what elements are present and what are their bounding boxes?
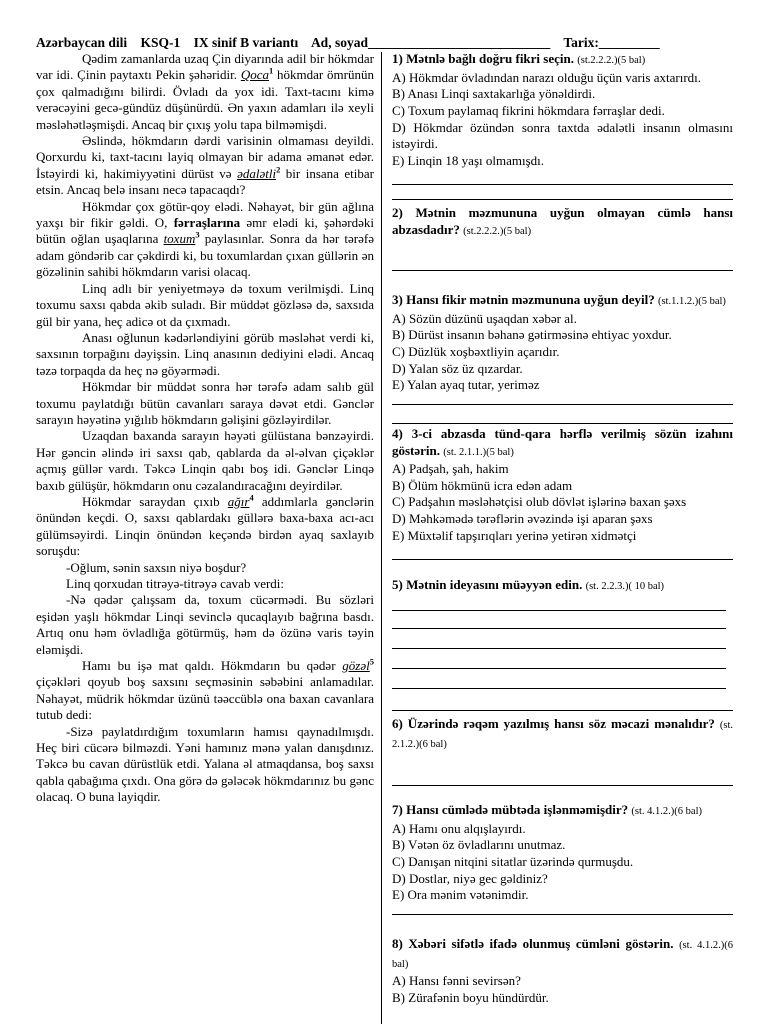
paragraph: Anası oğlunun kədərləndiyini görüb məsləhət verdi ki, saxsının torpağını dəyişsin. Linq anasının dediyini elədi. Ancaq təzə torpaqda da heç nə göyərmədi. bbox=[36, 329, 374, 378]
answer-line[interactable] bbox=[392, 688, 726, 689]
date-field[interactable]: Tarix:_________ bbox=[563, 35, 660, 50]
answer-option[interactable]: B) Dürüst insanın bəhanə gətirməsinə ehtiyac yoxdur. bbox=[392, 327, 672, 343]
variant-label: B variantı bbox=[240, 35, 299, 50]
answer-option[interactable]: D) Yalan söz üz qızardar. bbox=[392, 360, 523, 376]
answer-option[interactable]: D) Məhkəmədə tərəflərin əvəzində işi aparan şəxs bbox=[392, 511, 653, 527]
answer-line[interactable] bbox=[392, 668, 726, 669]
section-rule bbox=[392, 404, 733, 405]
paragraph: Hamı bu işə mat qaldı. Hökmdarın bu qədər gözəl$^5$ çiçəkləri qoyub boş saxsını seçməsinin səbəbini anlamadılar. Nəhayət, müdrik hökmdar üzünü təəccüblə ona baxan cavanlara tutub dedi: bbox=[36, 656, 374, 723]
bold-word: fərraşlarına bbox=[173, 215, 241, 231]
paragraph: Uzaqdan baxanda sarayın həyəti gülüstana bənzəyirdi. Hər gəncin əlində iri saxsı qab, qablarda da əl-əlvan çiçəklər açmış güllər vardı. Təkcə Linqin qabı boş idi. Gənclər Linqə baxıb gülüşür, hökmdarın onu cəzalandıracağını deyirdilər. bbox=[36, 428, 374, 493]
subject-label: Azərbaycan dili bbox=[36, 35, 128, 50]
answer-option[interactable]: C) Padşahın məsləhətçisi olub dövlət işlərinə baxan şəxs bbox=[392, 494, 687, 510]
answer-option[interactable]: B) Vətən öz övladlarını unutmaz. bbox=[392, 837, 566, 853]
question-7: 7) Hansı cümlədə mübtəda işlənməmişdir? (st. 4.1.2.)(6 bal) A) Hamı onu alqışlayırdı. B) Vətən öz övladlarını unutmaz. C) Danışan nitqini sitatlar üzərində qurmuşdu. D) Dostlar, niyə gec gəldiniz? E) Ora mənim vətənimdir. bbox=[392, 802, 733, 904]
section-rule bbox=[392, 184, 733, 185]
question-6: 6) Üzərində rəqəm yazılmış hansı söz məcazi mənalıdır? (st. 2.1.2.)(6 bal) bbox=[392, 716, 734, 750]
answer-option[interactable]: C) Toxum paylamaq fikrini hökmdara fərraşlar dedi. bbox=[392, 102, 665, 118]
answer-option[interactable]: D) Hökmdar özündən sonra taxtda ədalətli insanın olmasını istəyirdi. bbox=[392, 119, 733, 152]
answer-option[interactable]: A) Padşah, şah, hakim bbox=[392, 461, 509, 476]
question-3: 3) Hansı fikir mətnin məzmununa uyğun deyil? (st.1.1.2.)(5 bal) A) Sözün düzünü uşaqdan xəbər al. B) Dürüst insanın bəhanə gətirməsinə ehtiyac yoxdur. C) Düzlük xoşbəxtliyin açarıdır. D) Yalan söz üz qızardar. E) Yalan ayaq tutar, yeriməz bbox=[392, 292, 733, 394]
paragraph: -Nə qədər çalışsam da, toxum cücərmədi. Bu sözləri eşidən yaşlı hökmdar Linqi sevinclə qucaqlayıb bağrına basdı. Artıq onu həm övladlığa götürmüş, həm də özünə varis təyin eləmişdi. bbox=[36, 592, 374, 657]
section-rule bbox=[392, 423, 733, 424]
answer-option[interactable]: A) Hamı onu alqışlayırdı. bbox=[392, 820, 526, 836]
name-field[interactable]: Ad, soyad___________________________ bbox=[310, 35, 551, 50]
answer-option[interactable]: B) Anası Linqi saxtakarlığa yönəldirdi. bbox=[392, 86, 596, 102]
answer-option[interactable]: C) Düzlük xoşbəxtliyin açarıdır. bbox=[392, 343, 560, 359]
question-2: 2) Mətnin məzmununa uyğun olmayan cümlə hansı abzasdadır? (st.2.2.2.)(5 bal) bbox=[392, 205, 733, 237]
test-header bbox=[36, 35, 736, 51]
reading-passage bbox=[36, 51, 374, 806]
answer-option[interactable]: B) Zürafənin boyu hündürdür. bbox=[392, 989, 549, 1005]
answer-line[interactable] bbox=[392, 610, 726, 611]
section-rule bbox=[392, 559, 733, 560]
question-4: 4) 3-ci abzasda tünd-qara hərflə verilmiş sözün izahını göstərin. (st. 2.1.1.)(5 bal) A) Padşah, şah, hakim B) Ölüm hökmünü icra edən adam C) Padşahın məsləhətçisi olub dövlət işlərinə baxan şəxs D) Məhkəmədə tərəflərin əvəzində işi aparan şəxs E) Müxtəlif tapşırıqları yerinə yetirən xidmətçi bbox=[392, 426, 733, 543]
answer-option[interactable]: E) Linqin 18 yaşı olmamışdı. bbox=[392, 153, 545, 169]
question-5: 5) Mətnin ideyasını müəyyən edin. (st. 2.2.3.)( 10 bal) bbox=[392, 577, 665, 592]
answer-line[interactable] bbox=[392, 270, 733, 271]
answer-option[interactable]: A) Hökmdar övladından narazı olduğu üçün varis axtarırdı. bbox=[392, 69, 702, 85]
answer-option[interactable]: A) Sözün düzünü uşaqdan xəbər al. bbox=[392, 310, 577, 326]
paragraph: Əslində, hökmdarın dərdi varisinin olmaması deyildi. Qorxurdu ki, taxt-tacını layiq olmayan bir adama əmanət edər. İstəyirdi ki, hakimiyyətini dürüst və ədalətli$^2$ bir insana etibar etsin. Ancaq belə insanı necə tapacaqdı? bbox=[36, 133, 374, 198]
answer-option[interactable]: E) Ora mənim vətənimdir. bbox=[392, 887, 529, 903]
test-code: KSQ-1 bbox=[140, 35, 181, 50]
paragraph: -Oğlum, sənin saxsın niyə boşdur? bbox=[66, 559, 247, 575]
answer-option[interactable]: D) Dostlar, niyə gec gəldiniz? bbox=[392, 870, 548, 886]
question-8: 8) Xəbəri sifətlə ifadə olunmuş cümləni göstərin. (st. 4.1.2.)(6 bal) A) Hansı fənni sevirsən? B) Zürafənin boyu hündürdür. bbox=[392, 936, 734, 1005]
grade-label: IX sinif bbox=[193, 35, 237, 50]
paragraph: Hökmdar çox götür-qoy elədi. Nəhayət, bir gün ağlına yaxşı bir fikir gəldi. O, fərraşlarına əmr elədi ki, şəhərdəki bütün oğlan uşaqlarına toxum$^3$ paylasınlar. Sonra da hər tərəfə adam göndərib car çəkdirdi ki, bu toxumlardan çıxan güllərin ən gözəlinin sahibi hökmdarın varisi olacaq. bbox=[36, 198, 374, 280]
paragraph: Qədim zamanlarda uzaq Çin diyarında adil bir hökmdar var idi. Çinin paytaxtı Pekin şəhəridir. Qoca$^1$ hökmdar ömrünün çox qalmadığını bilirdi. Övladı da yox idi. Taxt-tacını kimə verəcəyini gecə-gündüz düşünürdü. Ən yaxın adamları ilə xeyli məsləhətləşmişdi. Ancaq bir çıxış yolu tapa bilməmişdi. bbox=[36, 51, 374, 132]
answer-line[interactable] bbox=[392, 785, 733, 786]
answer-line[interactable] bbox=[392, 648, 726, 649]
paragraph: Linq qorxudan titrəyə-titrəyə cavab verdi: bbox=[66, 576, 285, 591]
answer-option[interactable]: A) Hansı fənni sevirsən? bbox=[392, 973, 521, 988]
paragraph: -Sizə paylatdırdığım toxumların hamısı qaynadılmışdı. Heç biri cücərə bilməzdi. Yəni hamınız mənə yalan danışdınız. Təkcə bu cavan dürüstlük etdi. Yalana əl atmaqdansa, boş saxsı qabla qabağıma çıxdı. Ona görə də gələcək hökmdarınız bu gənc olacaq. O buna layiqdir. bbox=[36, 723, 374, 805]
answer-option[interactable]: C) Danışan nitqini sitatlar üzərində qurmuşdu. bbox=[392, 853, 634, 869]
answer-line[interactable] bbox=[392, 628, 726, 629]
answer-option[interactable]: B) Ölüm hökmünü icra edən adam bbox=[392, 477, 573, 493]
answer-option[interactable]: E) Yalan ayaq tutar, yeriməz bbox=[392, 377, 540, 393]
column-divider bbox=[381, 52, 382, 1024]
section-rule bbox=[392, 199, 733, 200]
answer-option[interactable]: E) Müxtəlif tapşırıqları yerinə yetirən xidmətçi bbox=[392, 527, 637, 543]
paragraph: Hökmdar bir müddət sonra hər tərəfə adam salıb gül toxumu paylatdığı bütün cavanları saraya dəvət etdi. Gənclər sarayın həyətinə yığılıb hökmdarın gəlişini gözləyirdilər. bbox=[36, 379, 374, 427]
section-rule bbox=[392, 710, 733, 711]
paragraph: Hökmdar saraydan çıxıb ağır$^4$ addımlarla gənclərin önündən keçdi. O, saxsı qablardakı güllərə baxa-baxa acı-acı gülümsəyirdi. Linqin önündən keçəndə birdən ayaq saxlayıb soruşdu: bbox=[36, 492, 374, 559]
section-rule bbox=[392, 914, 733, 915]
question-1: 1) Mətnlə bağlı doğru fikri seçin. (st.2.2.2.)(5 bal) A) Hökmdar övladından narazı olduğu üçün varis axtarırdı. B) Anası Linqi saxtakarlığa yönəldirdi. C) Toxum paylamaq fikrini hökmdara fərraşlar dedi. D) Hökmdar özündən sonra taxtda ədalətli insanın olmasını istəyirdi. E) Linqin 18 yaşı olmamışdı. bbox=[392, 51, 733, 169]
paragraph: Linq adlı bir yeniyetməyə də toxum verilmişdi. Linq toxumu saxsı qabda əkib suladı. Bir müddət gözləsə də, saxsıda gül bir yana, heç adicə ot da çıxmadı. bbox=[36, 280, 374, 329]
